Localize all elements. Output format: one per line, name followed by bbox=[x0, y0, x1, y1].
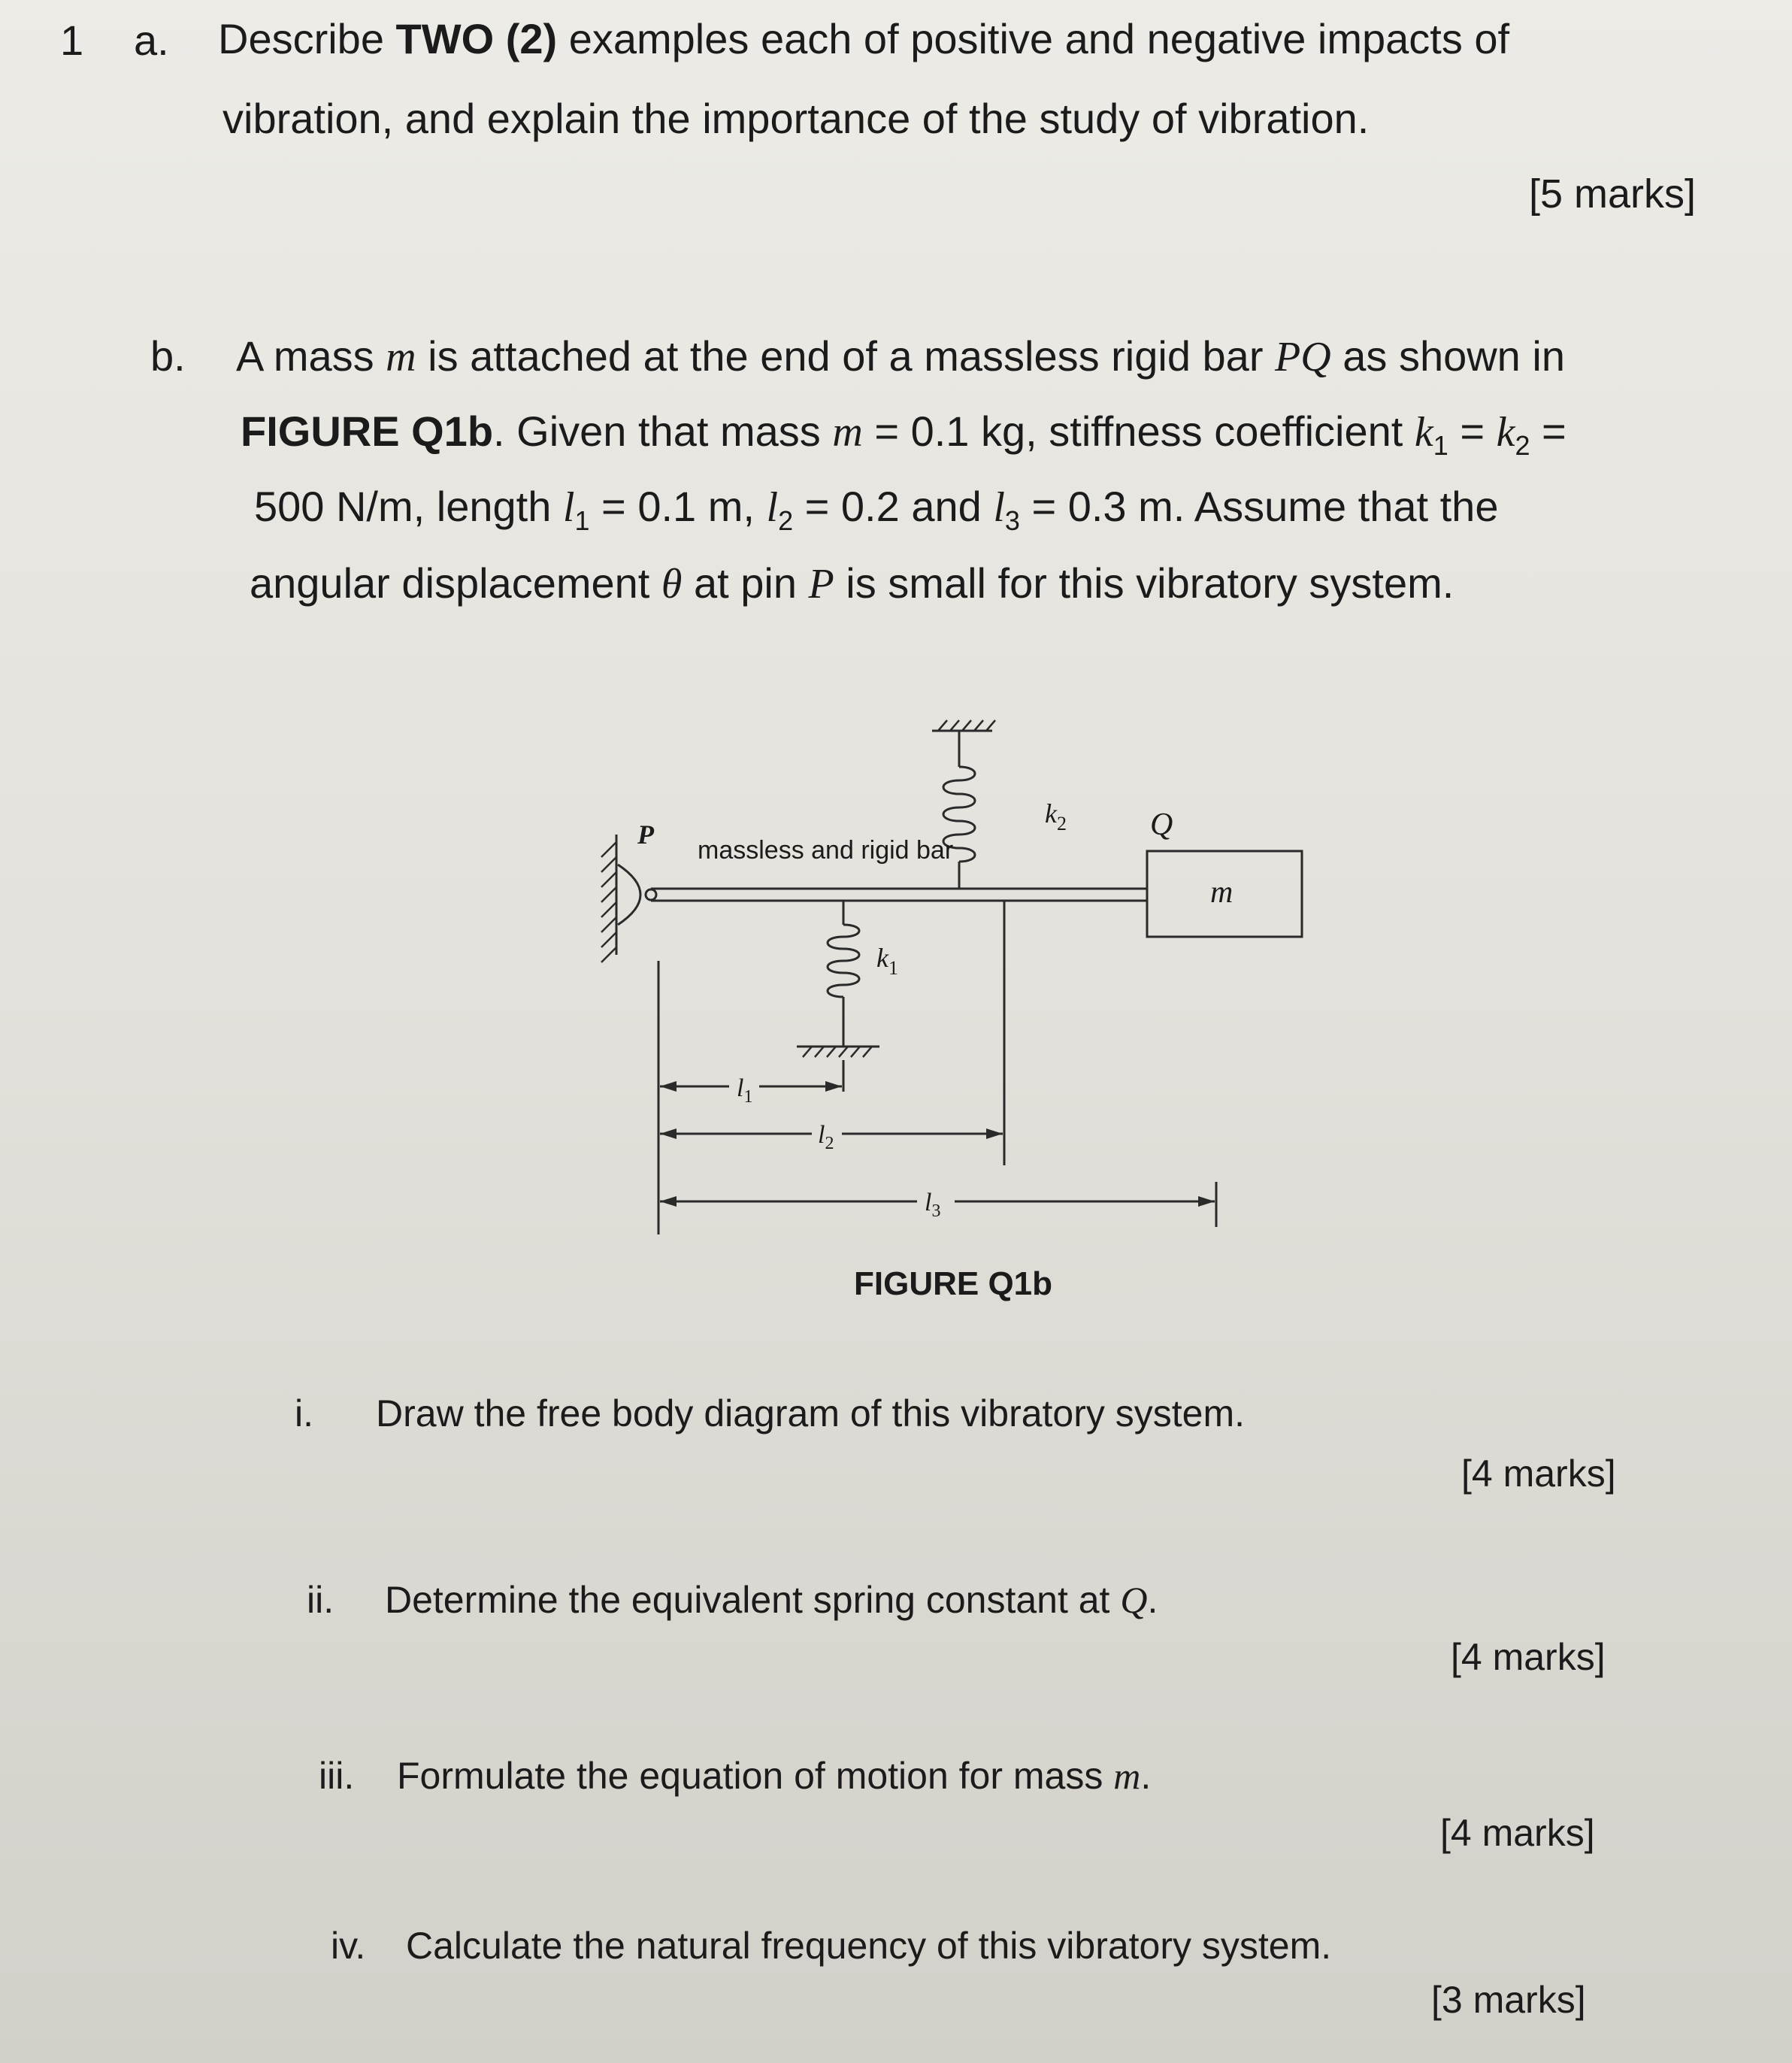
subpart-ii-marks: [4 marks] bbox=[1451, 1636, 1606, 1678]
part-b-line4: angular displacement θ at pin P is small for this vibratory system. bbox=[250, 559, 1454, 607]
part-b-line1: A mass m is attached at the end of a massless rigid bar PQ as shown in bbox=[236, 332, 1565, 380]
subpart-iii-marks: [4 marks] bbox=[1440, 1812, 1595, 1854]
subpart-iii-label: iii. bbox=[319, 1755, 355, 1797]
part-a-line2: vibration, and explain the importance of the study of vibration. bbox=[222, 95, 1370, 142]
figure-caption: FIGURE Q1b bbox=[854, 1265, 1053, 1302]
subpart-iii-text: Formulate the equation of motion for mass m. bbox=[397, 1755, 1152, 1797]
figure-q1b bbox=[579, 699, 1330, 1316]
subpart-i-text: Draw the free body diagram of this vibratory system. bbox=[376, 1392, 1246, 1434]
subpart-iv-label: iv. bbox=[331, 1925, 366, 1967]
floor-k1-hatch bbox=[803, 1047, 872, 1057]
label-k1: $k_1$ bbox=[876, 943, 898, 979]
part-a-line1: Describe TWO (2) examples each of positive and negative impacts of bbox=[218, 15, 1510, 62]
part-a-label: a. bbox=[134, 17, 169, 64]
part-b-line3: 500 N/m, length $l_1 = 0.1$ m, $l_2 = 0.2$ and $l_3 = 0.3$ m. Assume that the bbox=[254, 483, 1499, 536]
pin-bracket bbox=[618, 865, 640, 925]
subpart-i-label: i. bbox=[295, 1392, 313, 1434]
label-l1: $l_1$ bbox=[737, 1074, 753, 1107]
label-m: m bbox=[1210, 875, 1234, 910]
pin-p bbox=[646, 889, 656, 900]
spring-k1 bbox=[828, 925, 859, 997]
label-l2: $l_2$ bbox=[818, 1121, 834, 1153]
subpart-ii-text: Determine the equivalent spring constant at Q. bbox=[385, 1579, 1158, 1621]
label-l3: $l_3$ bbox=[925, 1189, 941, 1221]
subpart-iv-marks: [3 marks] bbox=[1431, 1979, 1586, 2021]
subpart-ii-label: ii. bbox=[307, 1579, 334, 1621]
part-b-line2: FIGURE Q1b. Given that mass m = 0.1 kg, stiffness coefficient $k_1 = k_2$ = bbox=[241, 407, 1566, 461]
label-p: P bbox=[637, 819, 654, 850]
left-wall-hatch bbox=[601, 842, 616, 962]
part-b-label: b. bbox=[150, 332, 186, 380]
label-bar: massless and rigid bar bbox=[698, 836, 954, 865]
label-k2: $k_2$ bbox=[1045, 798, 1067, 835]
label-q: Q bbox=[1150, 807, 1173, 842]
question-number: 1 bbox=[60, 17, 84, 64]
part-a-marks: [5 marks] bbox=[1529, 171, 1697, 217]
subpart-i-marks: [4 marks] bbox=[1461, 1453, 1616, 1495]
ceiling-k2-hatch bbox=[938, 720, 995, 731]
subpart-iv-text: Calculate the natural frequency of this vibratory system. bbox=[406, 1925, 1332, 1967]
